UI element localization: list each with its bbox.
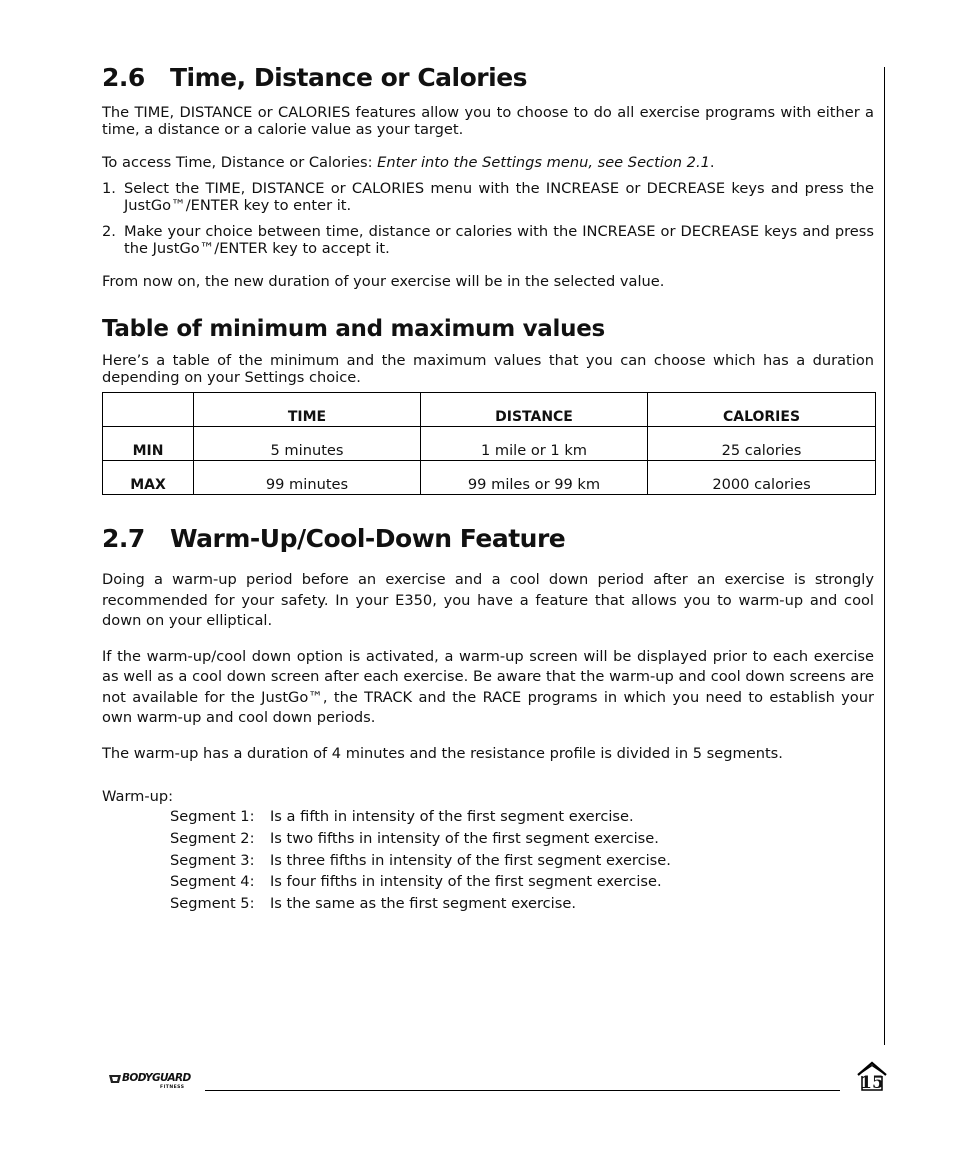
table-header-cell: TIME — [194, 393, 421, 427]
segment-text: Is a fifth in intensity of the first segment exercise. — [270, 808, 634, 825]
page-number: 15 — [860, 1073, 884, 1093]
table-cell: MIN — [103, 427, 194, 461]
table-cell: 1 mile or 1 km — [421, 427, 648, 461]
table-cell: MAX — [103, 461, 194, 495]
section-2-7-para3: The warm-up has a duration of 4 minutes and the resistance profile is divided in 5 segments. — [102, 744, 783, 762]
segment-text: Is four fifths in intensity of the first segment exercise. — [270, 873, 662, 891]
section-title: Time, Distance or Calories — [170, 63, 528, 92]
segment-text: Is three fifths in intensity of the first segment exercise. — [270, 851, 671, 869]
access-suffix: . — [709, 154, 715, 171]
right-margin-rule — [884, 67, 885, 1045]
section-2-7-para2: If the warm-up/cool down option is activated, a warm-up screen will be displayed prior to each exercise as well as a cool down screen after each exercise. Be aware that the warm-up and cool down screens are not available for the JustGo™, the TRACK and the RACE programs in which you need to establish your own warm-up and cool down periods. — [102, 647, 874, 726]
table-row — [103, 427, 876, 461]
section-number: 2.6 — [102, 63, 145, 92]
segment-list — [170, 806, 874, 915]
step-text: Make your choice between time, distance or calories with the INCREASE or DECREASE keys and press the JustGo™/ENTER key to accept it. — [124, 223, 874, 257]
access-prefix: To access Time, Distance or Calories: — [102, 154, 378, 171]
segment-label: Segment 2: — [170, 829, 255, 847]
access-instructions — [102, 154, 874, 171]
access-italic: Enter into the Settings menu, see Section 2.1 — [377, 154, 710, 171]
table-header-row — [103, 393, 876, 427]
segment-text: Is two fifths in intensity of the first segment exercise. — [270, 829, 659, 847]
step-number: 1. — [102, 180, 116, 197]
table-cell: 25 calories — [648, 427, 876, 461]
table-row — [103, 461, 876, 495]
list-item — [170, 893, 874, 915]
section-2-6-closing: From now on, the new duration of your exercise will be in the selected value. — [102, 273, 665, 290]
section-2-7-heading — [102, 519, 874, 559]
list-item — [170, 850, 874, 872]
segment-label: Segment 1: — [170, 808, 255, 825]
section-2-6-heading — [102, 58, 874, 98]
page-content — [102, 58, 874, 915]
list-item — [102, 180, 874, 214]
section-2-6-intro: The TIME, DISTANCE or CALORIES features allow you to choose to do all exercise programs with either a time, a distance or a calorie value as your target. — [102, 104, 874, 138]
warmup-label: Warm-up: — [102, 788, 174, 805]
min-max-table — [102, 392, 876, 495]
list-item — [102, 223, 874, 257]
step-number: 2. — [102, 223, 116, 240]
step-text: Select the TIME, DISTANCE or CALORIES menu with the INCREASE or DECREASE keys and press the JustGo™/ENTER key to enter it. — [124, 180, 874, 214]
list-item — [170, 806, 874, 828]
table-intro: Here’s a table of the minimum and the maximum values that you can choose which has a duration depending on your Settings choice. — [102, 352, 874, 386]
segment-text: Is the same as the first segment exercise. — [270, 895, 576, 913]
table-cell: 99 minutes — [194, 461, 421, 495]
steps-list — [102, 180, 874, 257]
section-title: Warm-Up/Cool-Down Feature — [170, 524, 566, 553]
table-header-cell — [103, 393, 194, 427]
section-number: 2.7 — [102, 524, 145, 553]
segment-label: Segment 3: — [170, 851, 255, 869]
list-item — [170, 871, 874, 893]
list-item — [170, 828, 874, 850]
segment-label: Segment 4: — [170, 873, 255, 891]
table-cell: 2000 calories — [648, 461, 876, 495]
table-header-cell: CALORIES — [648, 393, 876, 427]
footer-rule — [205, 1090, 840, 1091]
bodyguard-logo — [108, 1072, 192, 1094]
segment-label: Segment 5: — [170, 895, 255, 913]
table-cell: 5 minutes — [194, 427, 421, 461]
logo-mark-icon — [108, 1073, 122, 1085]
logo-subtext: FITNESS — [160, 1085, 185, 1090]
logo-text: BODYGUARD — [122, 1072, 191, 1084]
table-cell: 99 miles or 99 km — [421, 461, 648, 495]
table-header-cell: DISTANCE — [421, 393, 648, 427]
table-section-heading: Table of minimum and maximum values — [102, 316, 605, 342]
section-2-7-para1: Doing a warm-up period before an exercise and a cool down period after an exercise is strongly recommended for your safety. In your E350, you have a feature that allows you to warm-up and cool down on your elliptical. — [102, 571, 874, 629]
